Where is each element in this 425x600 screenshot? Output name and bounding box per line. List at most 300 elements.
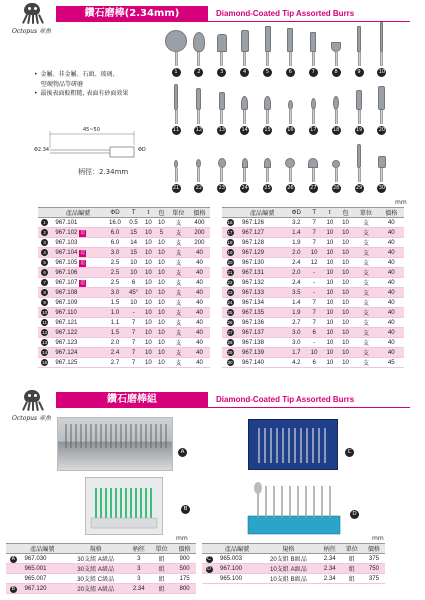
table-row	[222, 338, 404, 348]
burr-tip	[264, 96, 271, 110]
cell-unit: 支	[353, 318, 378, 328]
burr-item	[348, 138, 370, 193]
col-header: 產品編號	[238, 208, 286, 218]
cell-shank-spec: 10	[322, 238, 338, 248]
cell-unit: 組	[150, 574, 173, 584]
cell-pack: 10	[338, 358, 354, 368]
col-header: ΦD	[286, 208, 306, 218]
photo-label-d: D	[350, 510, 359, 519]
burr-item	[348, 80, 370, 135]
burr-tip	[356, 90, 362, 110]
cell-price: 40	[189, 248, 210, 258]
col-header: 產品編號	[21, 544, 65, 554]
cell-unit: 支	[353, 278, 378, 288]
cell-price: 40	[379, 218, 404, 228]
table-row	[6, 574, 196, 584]
row-number	[38, 308, 51, 318]
feature-list	[34, 70, 128, 99]
logo-text: Octopus 章魚	[12, 28, 51, 35]
col-header: 單位	[168, 208, 189, 218]
burr-shank	[312, 52, 315, 66]
set-letter	[202, 554, 216, 564]
product-code: 967.125	[51, 358, 104, 368]
row-number-badge: 21	[227, 270, 233, 275]
cell-pack: 10	[155, 248, 168, 258]
cell-unit: 支	[353, 268, 378, 278]
cell-price: 40	[379, 258, 404, 268]
row-number	[222, 278, 238, 288]
burr-tip	[331, 42, 341, 52]
cell-pack: 10	[155, 328, 168, 338]
col-header: 產品編號	[51, 208, 104, 218]
cell-product-code: 965.007	[21, 574, 65, 584]
table-row	[38, 218, 210, 228]
cell-unit: 支	[168, 268, 189, 278]
row-number-badge: 2	[41, 229, 48, 236]
table-row	[38, 298, 210, 308]
burr-shank	[243, 110, 246, 124]
row-number-badge: 6	[41, 269, 48, 276]
cell-diameter: 1.4	[286, 228, 306, 238]
row-number-badge: 17	[227, 230, 233, 235]
row-number-badge: 25	[227, 310, 233, 315]
burr-item	[257, 22, 279, 77]
row-number-badge: 9	[41, 299, 48, 306]
cell-pack: 10	[338, 238, 354, 248]
cell-unit: 支	[168, 248, 189, 258]
row-number-badge: 30	[227, 360, 233, 365]
col-header: 單位	[150, 544, 173, 554]
burr-item	[188, 80, 210, 135]
table-row	[202, 574, 385, 584]
cell-head-length: 7	[306, 308, 322, 318]
burr-tip	[196, 159, 201, 168]
cell-pack: 10	[338, 228, 354, 238]
cell-unit: 組	[150, 584, 173, 594]
cell-pack: 10	[155, 238, 168, 248]
cell-price: 40	[379, 308, 404, 318]
cell-price: 40	[189, 358, 210, 368]
burr-tip	[287, 28, 293, 52]
cell-unit: 支	[353, 308, 378, 318]
burr-shank	[243, 52, 246, 66]
cell-price: 40	[189, 328, 210, 338]
row-number	[222, 248, 238, 258]
row-number	[222, 338, 238, 348]
product-code: 967.139	[238, 348, 286, 358]
burr-item	[279, 22, 301, 77]
cell-pack: 5	[155, 228, 168, 238]
burr-number: 15	[264, 127, 271, 133]
spec-table-left	[38, 207, 210, 368]
row-number-badge: 4	[41, 249, 48, 256]
burr-number: 9	[355, 68, 364, 77]
row-number	[222, 228, 238, 238]
cell-pack: 10	[155, 358, 168, 368]
burr-row	[165, 138, 393, 193]
cell-pack: 10	[338, 298, 354, 308]
burr-item	[302, 138, 324, 193]
cell-shank-spec: 10	[322, 318, 338, 328]
unit-label: mm	[176, 535, 188, 542]
burr-item	[234, 80, 256, 135]
cell-price: 200	[189, 238, 210, 248]
cell-price: 175	[173, 574, 196, 584]
cell-head-length: 7	[125, 318, 142, 328]
cell-head-length: 10	[125, 298, 142, 308]
cell-head-length: 15	[125, 248, 142, 258]
cell-unit: 組	[341, 574, 363, 584]
burr-number: 25	[264, 185, 271, 191]
cell-diameter: 2.7	[286, 318, 306, 328]
cell-unit: 支	[168, 258, 189, 268]
row-number	[38, 278, 51, 288]
product-code: 967.135	[238, 308, 286, 318]
row-number	[222, 358, 238, 368]
product-code: 967.134	[238, 298, 286, 308]
burr-tip	[332, 160, 340, 168]
cell-shank-spec: 10	[322, 288, 338, 298]
set-letter	[202, 564, 216, 574]
product-code: 967.102 訂	[51, 228, 104, 238]
row-number-badge: 15	[42, 360, 48, 365]
row-number	[222, 238, 238, 248]
feature-item: • 最後表面較粗糙, 表面有砂面效果	[34, 89, 128, 99]
shank-caption: 柄徑：2.34mm	[78, 168, 129, 176]
cell-head-length: -	[306, 268, 322, 278]
cell-unit: 支	[353, 348, 378, 358]
cell-spec: 10支組 A級品	[258, 564, 319, 574]
cell-diameter: 1.0	[105, 308, 126, 318]
table-row	[6, 584, 196, 594]
product-code: 967.129	[238, 248, 286, 258]
cell-price: 40	[379, 318, 404, 328]
cell-head-length: 0.5	[125, 218, 142, 228]
burr-set-photo-a	[57, 417, 173, 471]
cell-pack: 10	[155, 338, 168, 348]
row-number	[38, 218, 51, 228]
burr-shank	[175, 52, 178, 66]
col-header: 產品編號	[216, 544, 258, 554]
dim-head: ΦD	[138, 147, 146, 153]
cell-shank: 3	[127, 574, 150, 584]
set-letter-badge: A	[11, 555, 15, 562]
cell-price: 40	[379, 228, 404, 238]
burr-number: 16	[287, 127, 294, 133]
table-row	[38, 258, 210, 268]
row-number-badge: 24	[227, 300, 233, 305]
burr-tip	[308, 158, 318, 168]
cell-pack: 10	[338, 328, 354, 338]
cell-pack: 10	[338, 288, 354, 298]
product-code: 967.137	[238, 328, 286, 338]
cell-shank-spec: 10	[322, 278, 338, 288]
cell-head-length: 15	[125, 228, 142, 238]
burr-number: 20	[378, 127, 386, 133]
cell-diameter: 2.0	[286, 248, 306, 258]
cell-price: 40	[189, 288, 210, 298]
burr-shank	[335, 52, 338, 66]
cell-price: 40	[189, 268, 210, 278]
product-code: 967.123	[51, 338, 104, 348]
product-code: 967.128	[238, 238, 286, 248]
set-letter	[6, 574, 21, 584]
special-order-badge: 訂	[80, 229, 86, 236]
burr-item	[211, 138, 233, 193]
burr-tip	[378, 86, 385, 110]
feature-item: 堅硬物品等研磨	[41, 80, 84, 88]
cell-shank-spec: 10	[142, 348, 155, 358]
row-number-badge: 28	[227, 340, 233, 345]
burr-item	[302, 80, 324, 135]
product-code: 967.130	[238, 258, 286, 268]
row-number-badge: 23	[227, 290, 233, 295]
cell-price: 400	[189, 218, 210, 228]
cell-shank-spec: 10	[322, 218, 338, 228]
product-code: 967.126	[238, 218, 286, 228]
cell-spec: 30支組 C級品	[64, 574, 127, 584]
burr-shank	[197, 168, 200, 182]
cell-head-length: 7	[306, 238, 322, 248]
cell-price: 40	[379, 288, 404, 298]
burr-item	[257, 80, 279, 135]
burr-item	[325, 80, 347, 135]
product-code: 967.104 訂	[51, 248, 104, 258]
col-header: 包	[338, 208, 354, 218]
burr-item	[371, 22, 393, 77]
burr-tip	[196, 88, 201, 110]
burr-tip	[265, 26, 271, 52]
burr-set-illustration	[249, 420, 339, 471]
row-number	[38, 288, 51, 298]
burr-tip	[174, 160, 178, 168]
table-row	[38, 278, 210, 288]
cell-shank-spec: 10	[142, 288, 155, 298]
set-letter-badge: D	[207, 565, 211, 572]
cell-pack: 10	[338, 248, 354, 258]
burr-shank	[358, 110, 361, 124]
cell-diameter: 1.7	[286, 348, 306, 358]
cell-unit: 支	[168, 328, 189, 338]
burr-item	[165, 80, 187, 135]
burr-tip	[310, 32, 316, 52]
cell-shank-spec: 10	[322, 228, 338, 238]
cell-shank-spec: 10	[142, 248, 155, 258]
row-number-badge: 18	[227, 240, 233, 245]
burr-item	[279, 138, 301, 193]
burr-tip	[217, 34, 227, 52]
burr-shank	[220, 168, 223, 182]
cell-head-length: 10	[306, 248, 322, 258]
logo-text: Octopus 章魚	[12, 415, 51, 422]
product-code: 967.103	[51, 238, 104, 248]
cell-shank-spec: 10	[142, 328, 155, 338]
cell-price: 40	[379, 298, 404, 308]
unit-label: mm	[395, 199, 407, 206]
cell-price: 40	[379, 268, 404, 278]
set-letter	[6, 554, 21, 564]
cell-spec: 30支組 A級品	[64, 554, 127, 564]
set-letter	[6, 584, 21, 594]
set-table-left	[6, 543, 196, 594]
burr-tip	[378, 156, 386, 168]
cell-diameter: 6.0	[105, 238, 126, 248]
cell-diameter: 2.0	[105, 338, 126, 348]
col-header: 包	[155, 208, 168, 218]
row-number-badge: 22	[227, 280, 233, 285]
special-order-badge: 訂	[80, 259, 86, 266]
cell-price: 200	[189, 228, 210, 238]
cell-unit: 支	[168, 318, 189, 328]
cell-unit: 支	[168, 308, 189, 318]
table-row	[6, 554, 196, 564]
table-row	[38, 248, 210, 258]
burr-row	[165, 80, 393, 135]
table-row	[222, 318, 404, 328]
product-code: 967.132	[238, 278, 286, 288]
burr-tip	[333, 96, 339, 110]
burr-number: 17	[310, 127, 317, 133]
cell-pack: 10	[338, 258, 354, 268]
row-number-badge: 1	[41, 219, 48, 226]
table-row	[222, 348, 404, 358]
product-code: 967.136	[238, 318, 286, 328]
cell-pack: 10	[155, 318, 168, 328]
cell-unit: 支	[168, 298, 189, 308]
burr-shank	[289, 168, 292, 182]
burr-tip	[285, 158, 295, 168]
product-code: 967.131	[238, 268, 286, 278]
cell-shank-spec: 10	[322, 358, 338, 368]
cell-price: 40	[379, 348, 404, 358]
cell-spec: 10支組 B級品	[258, 574, 319, 584]
table-row	[38, 288, 210, 298]
row-number	[222, 318, 238, 328]
cell-diameter: 1.5	[105, 328, 126, 338]
burr-item	[325, 138, 347, 193]
table-row	[38, 308, 210, 318]
cell-pack: 10	[338, 318, 354, 328]
burr-tip	[219, 92, 225, 110]
product-code: 967.101	[51, 218, 104, 228]
divider	[56, 407, 410, 408]
col-header: t	[322, 208, 338, 218]
cell-diameter: 3.0	[286, 328, 306, 338]
burr-item	[188, 22, 210, 77]
special-order-badge: 訂	[80, 249, 86, 256]
row-number-badge: 19	[227, 250, 233, 255]
product-code: 967.108	[51, 288, 104, 298]
burr-shank	[243, 168, 246, 182]
cell-product-code: 967.100	[216, 564, 258, 574]
cell-shank-spec: 10	[322, 258, 338, 268]
row-number-badge: 12	[42, 330, 48, 335]
cell-head-length: 10	[125, 258, 142, 268]
cell-unit: 支	[168, 338, 189, 348]
cell-unit: 支	[353, 328, 378, 338]
cell-diameter: 1.9	[286, 238, 306, 248]
cell-pack: 10	[155, 298, 168, 308]
product-code: 967.127	[238, 228, 286, 238]
burr-shank	[380, 52, 383, 66]
burr-item	[211, 80, 233, 135]
burr-number: 19	[355, 127, 363, 133]
octopus-logo	[12, 3, 51, 35]
burr-number: 23	[218, 185, 225, 191]
product-code: 967.110	[51, 308, 104, 318]
row-number-badge: 3	[41, 239, 48, 246]
burr-tip	[357, 26, 361, 52]
cell-diameter: 1.1	[105, 318, 126, 328]
cell-head-length: 12	[306, 258, 322, 268]
burr-shank	[289, 52, 292, 66]
special-order-badge: 訂	[80, 279, 86, 286]
cell-diameter: 2.5	[105, 278, 126, 288]
burr-set-photo-b	[85, 477, 163, 535]
burr-number: 30	[378, 185, 386, 191]
cell-price: 375	[363, 574, 385, 584]
cell-pack: 10	[155, 278, 168, 288]
row-number	[38, 238, 51, 248]
photo-label-b: B	[181, 505, 190, 514]
cell-diameter: 2.0	[286, 268, 306, 278]
burr-shank	[380, 168, 383, 182]
burr-tip	[241, 96, 248, 110]
cell-unit: 支	[168, 238, 189, 248]
cell-diameter: 2.5	[105, 258, 126, 268]
burr-shank	[175, 168, 178, 182]
burr-tip	[218, 158, 226, 168]
cell-head-length: 7	[306, 218, 322, 228]
cell-diameter: 2.7	[105, 358, 126, 368]
burr-item	[165, 138, 187, 193]
burr-tip	[174, 84, 178, 110]
cell-head-length: 6	[306, 328, 322, 338]
col-header: t	[142, 208, 155, 218]
product-code: 967.109	[51, 298, 104, 308]
section2-title: 鑽石磨棒組	[56, 392, 208, 407]
row-number-badge: 29	[227, 350, 233, 355]
burr-shank	[312, 110, 315, 124]
cell-diameter: 3.2	[286, 218, 306, 228]
cell-diameter: 4.2	[286, 358, 306, 368]
cell-shank-spec: 10	[322, 248, 338, 258]
burr-item	[279, 80, 301, 135]
table-row	[222, 258, 404, 268]
cell-unit: 支	[353, 338, 378, 348]
row-number	[38, 248, 51, 258]
cell-shank-spec: 10	[142, 308, 155, 318]
set-table-right	[202, 543, 385, 584]
burr-tip	[193, 32, 205, 52]
cell-head-length: 10	[306, 348, 322, 358]
cell-price: 40	[189, 318, 210, 328]
burr-tip	[241, 30, 249, 52]
burr-row	[165, 22, 393, 77]
table-row	[38, 328, 210, 338]
burr-shank	[380, 110, 383, 124]
table-row	[222, 228, 404, 238]
cell-price: 40	[189, 258, 210, 268]
col-header: 價格	[379, 208, 404, 218]
cell-head-length: 14	[125, 238, 142, 248]
dim-length: 45~50	[83, 127, 100, 133]
cell-price: 40	[379, 278, 404, 288]
burr-number: 2	[194, 68, 203, 77]
cell-shank-spec: 10	[142, 278, 155, 288]
row-number-badge: 7	[41, 279, 48, 286]
cell-diameter: 2.4	[105, 348, 126, 358]
